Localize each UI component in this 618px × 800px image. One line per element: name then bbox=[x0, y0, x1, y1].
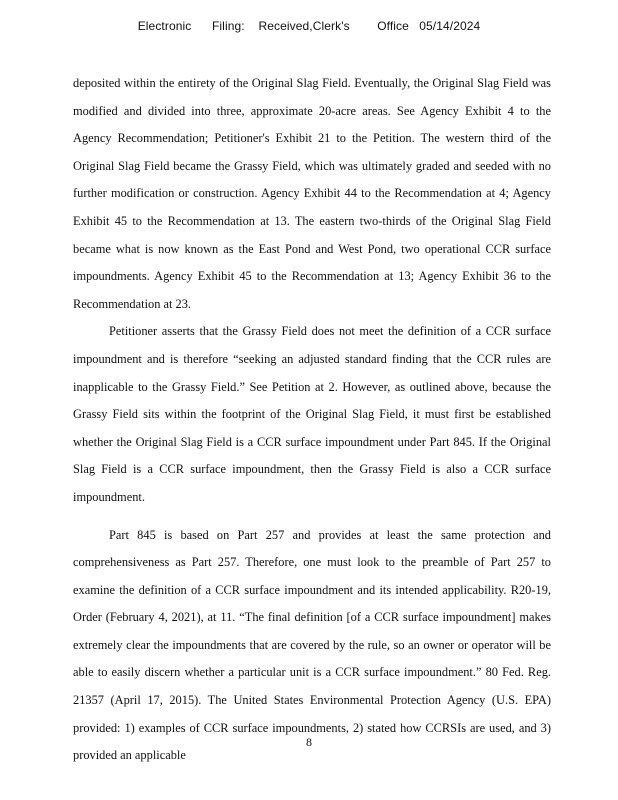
document-body bbox=[73, 70, 551, 770]
header-received: Received,Clerk's bbox=[258, 19, 350, 33]
paragraph-part-845: Part 845 is based on Part 257 and provides at least the same protection and comprehensiveness as Part 257. Therefore, one must look to the preamble of Part 257 to examine the definition of a CCR surface impoundment and its intended applicability. R20-19, Order (February 4, 2021), at 11. “The final definition [of a CCR surface impoundment] makes extremely clear the impoundments that are covered by the rule, so an owner or operator will be able to easily discern whether a particular unit is a CCR surface impoundment.” 80 Fed. Reg. 21357 (April 17, 2015). The United States Environmental Protection Agency (U.S. EPA) provided: 1) examples of CCR surface impoundments, 2) stated how CCRSIs are used, and 3) provided an applicable bbox=[73, 527, 551, 763]
paragraph-slag-field-history: deposited within the entirety of the Original Slag Field. Eventually, the Original Slag Field was modified and divided into three, approximate 20-acre areas. See Agency Exhibit 4 to the Agency Recommendation; Petitioner's Exhibit 21 to the Petition. The western third of the Original Slag Field became the Grassy Field, which was ultimately graded and seeded with no further modification or construction. Agency Exhibit 44 to the Recommendation at 4; Agency Exhibit 45 to the Recommendation at 13. The eastern two-thirds of the Original Slag Field became what is now known as the East Pond and West Pond, two operational CCR surface impoundments. Agency Exhibit 45 to the Recommendation at 13; Agency Exhibit 36 to the Recommendation at 23. bbox=[73, 76, 551, 311]
page-number: 8 bbox=[306, 735, 312, 749]
paragraph-petitioner-assertion: Petitioner asserts that the Grassy Field does not meet the definition of a CCR surface impoundment and is therefore “seeking an adjusted standard finding that the CCR rules are inapplicable to the Grassy Field.” See Petition at 2. However, as outlined above, because the Grassy Field sits within the footprint of the Original Slag Field, it must first be established whether the Original Slag Field is a CCR surface impoundment under Part 845. If the Original Slag Field is a CCR surface impoundment, then the Grassy Field is also a CCR surface impoundment. bbox=[73, 324, 551, 504]
header-office: Office bbox=[377, 19, 409, 33]
header-date: 05/14/2024 bbox=[419, 19, 481, 33]
filing-header bbox=[0, 19, 618, 33]
header-electronic: Electronic bbox=[137, 19, 192, 33]
header-filing: Filing: bbox=[211, 19, 245, 33]
